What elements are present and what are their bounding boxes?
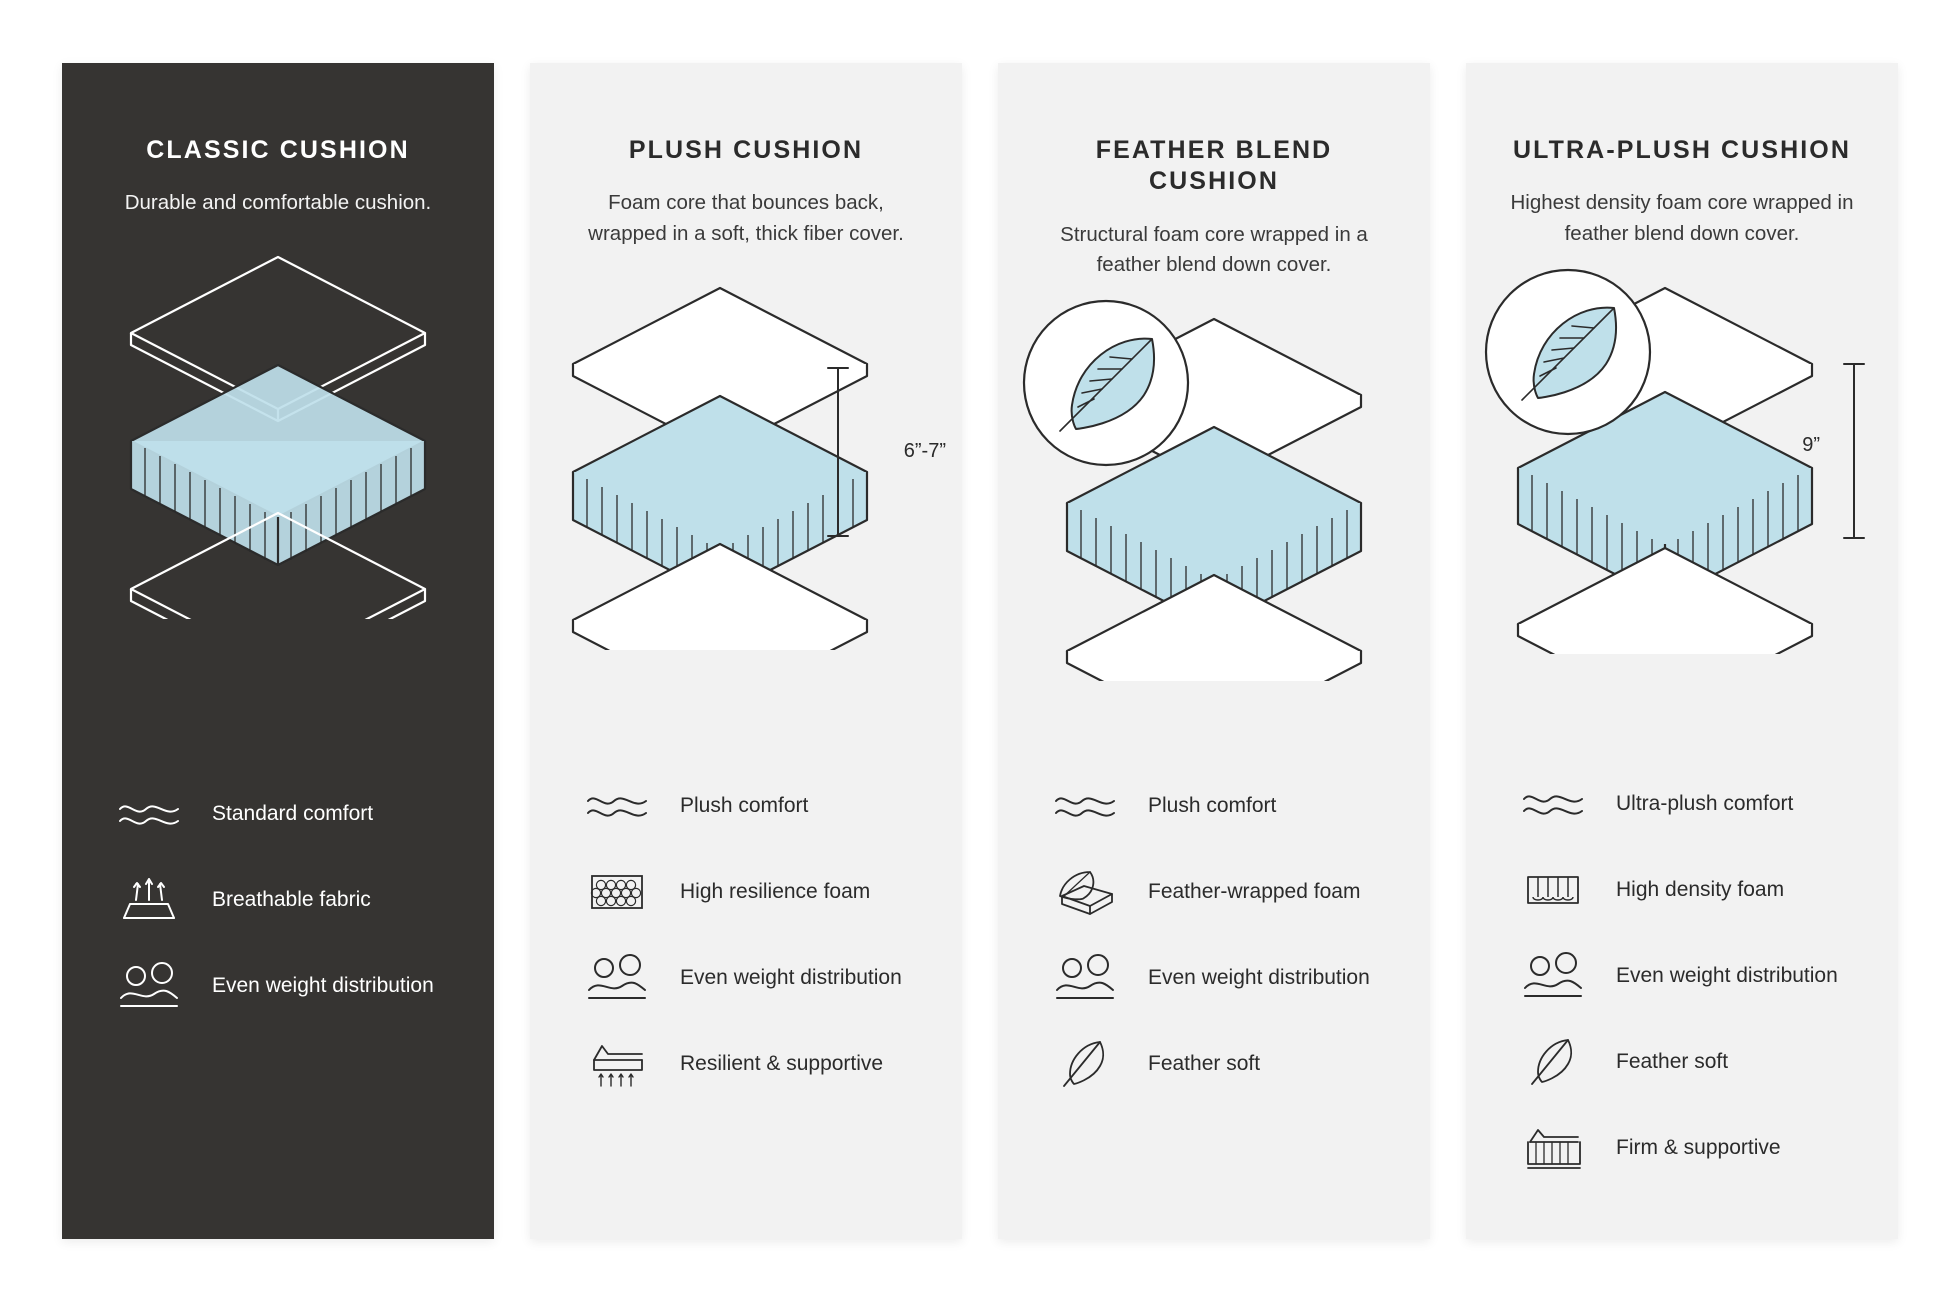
even-weight-distribution-icon <box>1048 949 1122 1007</box>
feature-item <box>112 785 458 843</box>
feature-label: High density foam <box>1616 878 1785 902</box>
card-description: Durable and comfortable cushion. <box>124 191 432 215</box>
breathable-fabric-icon <box>112 871 186 929</box>
card-row <box>62 63 1898 1239</box>
feature-list <box>530 777 962 1121</box>
wave-comfort-icon <box>112 785 186 843</box>
feature-label: High resilience foam <box>680 880 871 904</box>
cushion-stack-illustration <box>62 237 494 637</box>
feature-item <box>112 957 458 1015</box>
feature-item <box>580 863 926 921</box>
firm-supportive-icon <box>1516 1119 1590 1177</box>
even-weight-distribution-icon <box>580 949 654 1007</box>
card-classic-cushion <box>62 63 494 1239</box>
feature-label: Even weight distribution <box>680 966 902 990</box>
feature-label: Feather soft <box>1616 1050 1729 1074</box>
feather-icon <box>1516 1033 1590 1091</box>
feature-label: Firm & supportive <box>1616 1136 1781 1160</box>
feature-label: Ultra-plush comfort <box>1616 792 1794 816</box>
dimension-marker <box>824 360 944 580</box>
feature-label: Plush comfort <box>1148 794 1277 818</box>
feature-item <box>1516 947 1862 1005</box>
feature-item <box>1516 861 1862 919</box>
even-weight-distribution-icon <box>112 957 186 1015</box>
feather-badge-icon <box>1006 283 1206 483</box>
card-description: Highest density foam core wrapped in feather blend down cover. <box>1510 191 1854 245</box>
feather-badge-icon <box>1468 252 1668 452</box>
high-density-foam-icon <box>1516 861 1590 919</box>
feature-list <box>62 785 494 1043</box>
feather-wrapped-foam-icon <box>1048 863 1122 921</box>
card-description: Foam core that bounces back, wrapped in a soft, thick fiber cover. <box>588 191 904 245</box>
feature-item <box>580 777 926 835</box>
high-resilience-foam-icon <box>580 863 654 921</box>
card-title: ULTRA-PLUSH CUSHION <box>1512 136 1852 164</box>
card-title: PLUSH CUSHION <box>628 136 864 164</box>
feature-label: Even weight distribution <box>1616 964 1838 988</box>
feature-label: Feather-wrapped foam <box>1148 880 1361 904</box>
cushion-stack-illustration <box>998 299 1430 699</box>
dimension-label: 6”-7” <box>903 439 946 462</box>
card-feather-blend-cushion <box>998 63 1430 1239</box>
wave-comfort-icon <box>580 777 654 835</box>
feature-label: Even weight distribution <box>212 974 434 998</box>
feature-item <box>1516 1033 1862 1091</box>
card-description: Structural foam core wrapped in a feather blend down cover. <box>1060 222 1368 277</box>
feature-item <box>112 871 458 929</box>
feature-label: Feather soft <box>1148 1052 1261 1076</box>
feature-list <box>1466 775 1898 1205</box>
feature-item <box>1516 1119 1862 1177</box>
feature-item <box>1048 1035 1394 1093</box>
card-plush-cushion <box>530 63 962 1239</box>
feather-icon <box>1048 1035 1122 1093</box>
feature-label: Standard comfort <box>212 802 374 826</box>
dimension-label: 9” <box>1802 433 1820 456</box>
card-title: CLASSIC CUSHION <box>146 136 410 164</box>
feature-label: Breathable fabric <box>212 888 371 912</box>
feature-item <box>1048 949 1394 1007</box>
feature-item <box>1048 777 1394 835</box>
dimension-marker <box>1824 356 1884 576</box>
feature-list <box>998 777 1430 1121</box>
resilient-supportive-icon <box>580 1035 654 1093</box>
feature-label: Even weight distribution <box>1148 966 1370 990</box>
cushion-stack-illustration <box>1466 268 1898 668</box>
wave-comfort-icon <box>1048 777 1122 835</box>
feature-item <box>580 1035 926 1093</box>
wave-comfort-icon <box>1516 775 1590 833</box>
feature-label: Plush comfort <box>680 794 809 818</box>
even-weight-distribution-icon <box>1516 947 1590 1005</box>
card-ultra-plush-cushion <box>1466 63 1898 1239</box>
card-title: FEATHER BLEND CUSHION <box>1095 136 1333 196</box>
feature-item <box>1516 775 1862 833</box>
feature-label: Resilient & supportive <box>680 1052 884 1076</box>
feature-item <box>580 949 926 1007</box>
cushion-stack-illustration <box>530 268 962 668</box>
feature-item <box>1048 863 1394 921</box>
